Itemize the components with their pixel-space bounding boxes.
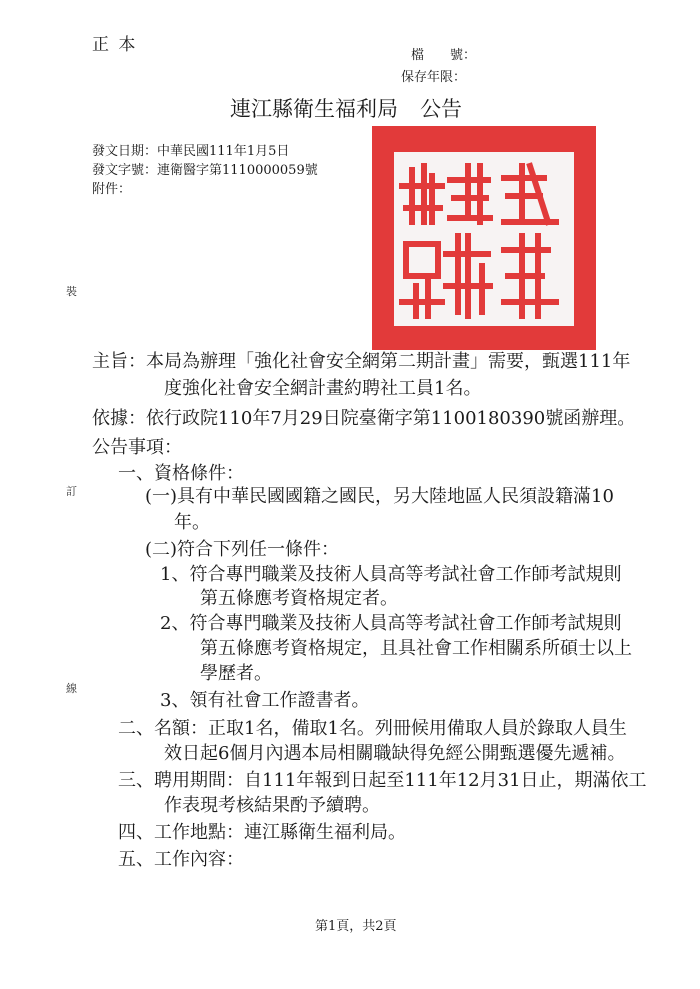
section-2-line-2: 效日起6個月內遇本局相關職缺得免經公開甄選優先遞補。 <box>164 743 626 764</box>
section-1-b-3-line-1: 3、領有社會工作證書者。 <box>160 690 370 711</box>
binding-mark-middle: 訂 <box>66 485 77 498</box>
attachment-label: 附件： <box>92 182 132 197</box>
file-number-label: 檔 號： <box>411 48 477 63</box>
copy-label: 正 本 <box>92 35 138 55</box>
doc-type: 公告 <box>420 97 462 121</box>
document-number: 發文字號：連衛醫字第1110000059號 <box>92 163 318 178</box>
section-1-heading: 一、資格條件： <box>118 463 244 484</box>
section-1-b-1-line-1: 1、符合專門職業及技術人員高等考試社會工作師考試規則 <box>160 564 622 585</box>
section-1-a-line-2: 年。 <box>174 512 210 533</box>
section-1-b-heading: (二)符合下列任一條件： <box>145 539 340 560</box>
basis-line: 依據：依行政院110年7月29日院臺衛字第1100180390號函辦理。 <box>92 408 636 429</box>
subject-line-2: 度強化社會安全網計畫約聘社工員1名。 <box>164 378 482 399</box>
binding-mark-bottom: 線 <box>66 682 77 695</box>
section-1-b-1-line-2: 第五條應考資格規定者。 <box>200 588 398 609</box>
official-seal <box>372 126 596 350</box>
section-3-line-1: 三、聘用期間：自111年報到日起至111年12月31日止，期滿依工 <box>118 770 647 791</box>
subject-line-1: 主旨：本局為辦理「強化社會安全網第二期計畫」需要，甄選111年 <box>92 351 631 372</box>
section-1-b-2-line-2: 第五條應考資格規定，且具社會工作相關系所碩士以上 <box>200 638 632 659</box>
section-1-b-2-line-3: 學歷者。 <box>200 663 272 684</box>
section-3-line-2: 作表現考核結果酌予續聘。 <box>164 795 380 816</box>
issue-date: 發文日期：中華民國111年1月5日 <box>92 144 290 159</box>
document-title <box>230 93 462 123</box>
page-number: 第1頁，共2頁 <box>315 919 397 934</box>
binding-mark-top: 裝 <box>66 285 77 298</box>
notice-heading: 公告事項： <box>92 437 182 458</box>
section-1-b-2-line-1: 2、符合專門職業及技術人員高等考試社會工作師考試規則 <box>160 613 622 634</box>
agency-name: 連江縣衛生福利局 <box>230 97 398 121</box>
section-4-line-1: 四、工作地點：連江縣衛生福利局。 <box>118 822 406 843</box>
section-5-line-1: 五、工作內容： <box>118 849 244 870</box>
seal-graphic <box>372 126 596 350</box>
section-2-line-1: 二、名額：正取1名，備取1名。列冊候用備取人員於錄取人員生 <box>118 718 627 739</box>
retention-period-label: 保存年限： <box>401 70 467 85</box>
section-1-a-line-1: (一)具有中華民國國籍之國民，另大陸地區人民須設籍滿10 <box>145 486 614 507</box>
